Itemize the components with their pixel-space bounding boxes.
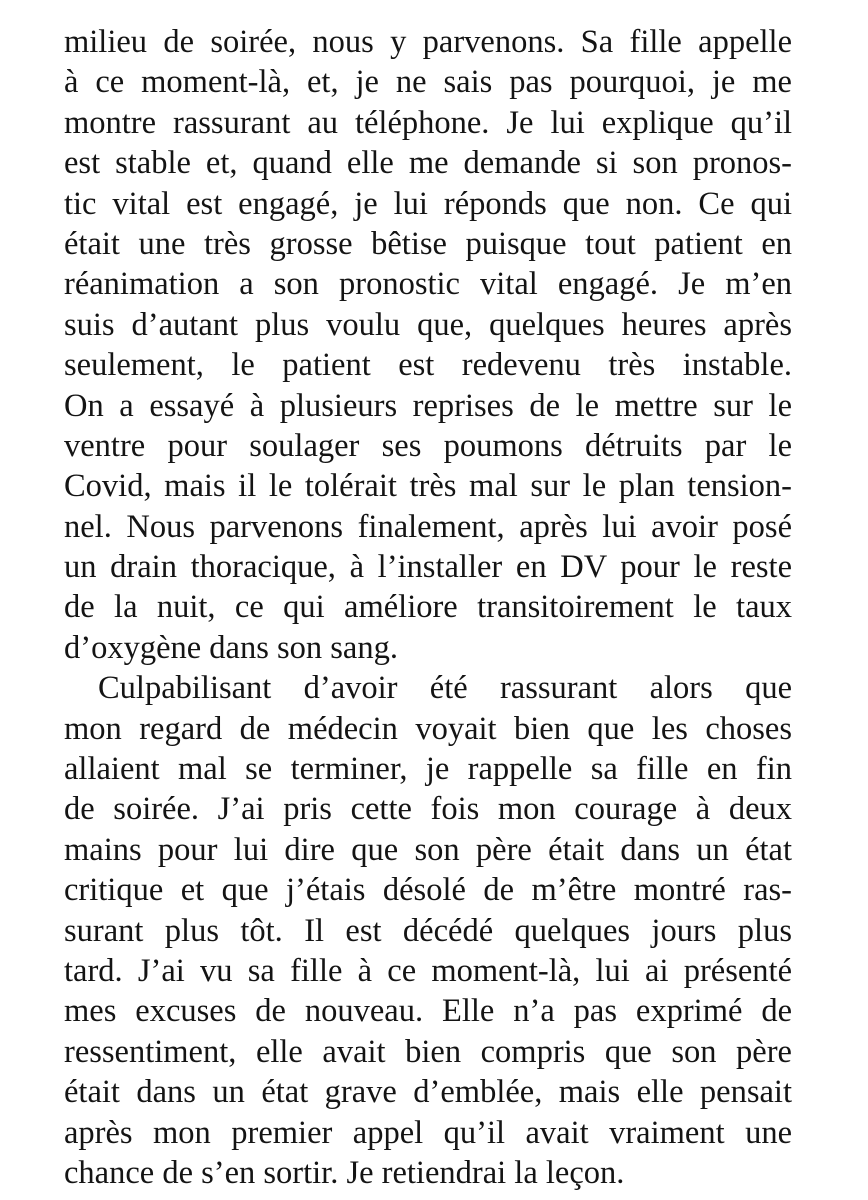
text-line: seulement, le patient est redevenu très instable. <box>64 347 792 384</box>
text-line: milieu de soirée, nous y parvenons. Sa fille appelle <box>64 24 792 60</box>
text-line: surant plus tôt. Il est décédé quelques jours plus <box>64 912 792 949</box>
text-line: Covid, mais il le tolérait très mal sur le plan tension- <box>64 468 792 505</box>
text-line: d’oxygène dans son sang. <box>64 629 398 666</box>
text-line: montre rassurant au téléphone. Je lui explique qu’il <box>64 104 792 141</box>
text-line: mon regard de médecin voyait bien que les choses <box>64 710 792 747</box>
text-line: un drain thoracique, à l’installer en DV pour le reste <box>64 549 792 586</box>
text-line: tic vital est engagé, je lui réponds que non. Ce qui <box>64 185 792 222</box>
text-line: était dans un état grave d’emblée, mais elle pensait <box>64 1074 792 1111</box>
text-line: réanimation a son pronostic vital engagé. Je m’en <box>64 266 792 303</box>
text-line: On a essayé à plusieurs reprises de le mettre sur le <box>64 387 792 424</box>
text-line: suis d’autant plus voulu que, quelques heures après <box>64 306 792 343</box>
text-line: allaient mal se terminer, je rappelle sa fille en fin <box>64 751 792 788</box>
text-line: chance de s’en sortir. Je retiendrai la leçon. <box>64 1154 625 1191</box>
text-line: Culpabilisant d’avoir été rassurant alors que <box>98 670 792 707</box>
text-line: après mon premier appel qu’il avait vraiment une <box>64 1114 792 1151</box>
text-line: nel. Nous parvenons finalement, après lui avoir posé <box>64 508 792 545</box>
text-line: ressentiment, elle avait bien compris que son père <box>64 1033 792 1070</box>
body-text <box>64 22 792 1193</box>
text-line: mes excuses de nouveau. Elle n’a pas exprimé de <box>64 993 792 1030</box>
text-line: est stable et, quand elle me demande si son pronos- <box>64 145 792 182</box>
text-line: mains pour lui dire que son père était dans un état <box>64 831 792 868</box>
text-line: ventre pour soulager ses poumons détruits par le <box>64 427 792 464</box>
text-line: critique et que j’étais désolé de m’être montré ras- <box>64 872 792 909</box>
text-line: de la nuit, ce qui améliore transitoirement le taux <box>64 589 792 626</box>
text-line: à ce moment-là, et, je ne sais pas pourquoi, je me <box>64 64 792 101</box>
text-line: de soirée. J’ai pris cette fois mon courage à deux <box>64 791 792 828</box>
text-line: était une très grosse bêtise puisque tout patient en <box>64 225 792 262</box>
text-line: tard. J’ai vu sa fille à ce moment-là, lui ai présenté <box>64 952 792 989</box>
paragraph-1 <box>64 22 792 668</box>
paragraph-2 <box>64 668 792 1193</box>
